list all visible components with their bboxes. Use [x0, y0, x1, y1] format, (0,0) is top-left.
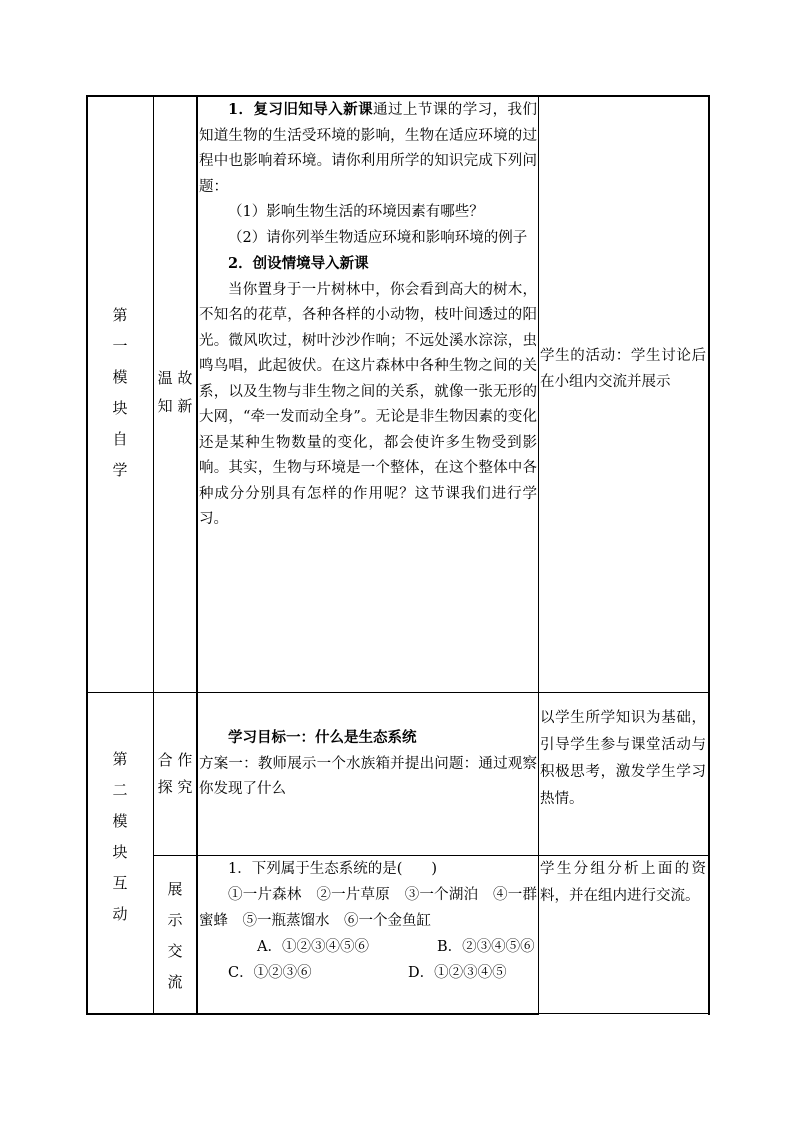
content-cell-1 — [199, 97, 537, 533]
stage-line: 知 新 — [157, 397, 193, 415]
stage-char: 流 — [167, 973, 183, 991]
option-d: D．①②③④⑤ — [408, 965, 507, 981]
module-char: 自 — [112, 430, 128, 448]
content-cell-3 — [199, 856, 537, 986]
module-char: 互 — [112, 874, 128, 892]
stage-label-1 — [154, 364, 196, 420]
module-label-1 — [105, 300, 135, 486]
scenario-heading: 2．创设情境导入新课 — [228, 255, 369, 272]
group-note: 学生分组分析上面的资料，并在组内进行交流。 — [540, 861, 706, 904]
stage-line: 探 究 — [157, 778, 193, 796]
module-char: 二 — [112, 781, 128, 799]
notes-cell-3 — [540, 856, 706, 910]
option-b: B．②③④⑤⑥ — [437, 939, 535, 955]
module-label-2 — [105, 744, 135, 930]
module-char: 模 — [112, 368, 128, 386]
notes-cell-2 — [540, 705, 706, 813]
review-heading: 1．复习旧知导入新课 — [228, 101, 374, 118]
option-a: A．①②③④⑤⑥ — [257, 939, 369, 955]
scenario-paragraph: 当你置身于一片树林中，你会看到高大的树木，不知名的花草，各种各样的小动物，枝叶间透过的阳光。微风吹过，树叶沙沙作响；不远处溪水淙淙，虫鸣鸟唱，此起彼伏。在这片森林中各种生物之间的关系，以及生物与非生物之间的关系，就像一张无形的大网，“牵一发而动全身”。无论是非生物因素的变化还是某种生物数量的变化，都会使许多生物受到影响。其实，生物与环境是一个整体，在这个整体中各种成分分别具有怎样的作用呢？这节课我们进行学习。 — [199, 281, 537, 527]
teaching-note: 以学生所学知识为基础，引导学生参与课堂活动与积极思考，激发学生学习热情。 — [540, 710, 706, 807]
quiz-options-row-2 — [199, 960, 537, 986]
option-c: C．①②③⑥ — [228, 965, 312, 981]
module-char: 动 — [112, 905, 128, 923]
module-char: 第 — [112, 750, 128, 768]
lesson-table — [86, 95, 710, 1015]
table-border-left — [86, 95, 88, 1015]
plan-text: 方案一：教师展示一个水族箱并提出问题：通过观察你发现了什么 — [199, 755, 537, 797]
stage-char: 交 — [167, 942, 183, 960]
quiz-items: ①一片森林 ②一片草原 ③一个湖泊 ④一群蜜蜂 ⑤一瓶蒸馏水 ⑥一个金鱼缸 — [199, 887, 537, 929]
notes-cell-1 — [540, 344, 706, 395]
col-divider-1 — [153, 95, 154, 1015]
col-divider-3 — [538, 95, 539, 1015]
question-1: （1）影响生物生活的环境因素有哪些？ — [228, 204, 484, 220]
learning-goal: 学习目标一：什么是生态系统 — [228, 729, 417, 746]
module-char: 第 — [112, 306, 128, 324]
col-divider-2 — [196, 95, 198, 1015]
stage-char: 展 — [167, 880, 183, 898]
stage-char: 示 — [167, 911, 183, 929]
question-2: （2）请你列举生物适应环境和影响环境的例子 — [228, 229, 528, 246]
student-activity-note: 学生的活动：学生讨论后在小组内交流并展示 — [540, 348, 706, 390]
module-char: 块 — [112, 399, 128, 417]
stage-line: 温 故 — [157, 369, 193, 387]
content-cell-2 — [199, 725, 537, 803]
row-divider-1 — [86, 692, 710, 693]
module-char: 模 — [112, 812, 128, 830]
table-border-right — [708, 95, 710, 1015]
review-text: 通过上节课的学习，我们知道生物的生活受环境的影响，生物在适应环境的过程中也影响着环境。请你利用所学的知识完成下列问题： — [199, 102, 537, 195]
module-char: 学 — [112, 461, 128, 479]
review-paragraph — [199, 97, 537, 200]
module-char: 块 — [112, 843, 128, 861]
table-border-bottom-right — [538, 1013, 710, 1014]
stage-line: 合 作 — [157, 751, 193, 769]
stage-label-2 — [154, 747, 196, 801]
module-char: 一 — [112, 337, 128, 355]
quiz-options-row-1 — [199, 934, 537, 960]
quiz-question: 1．下列属于生态系统的是( ) — [228, 861, 438, 877]
stage-label-3 — [160, 874, 190, 998]
